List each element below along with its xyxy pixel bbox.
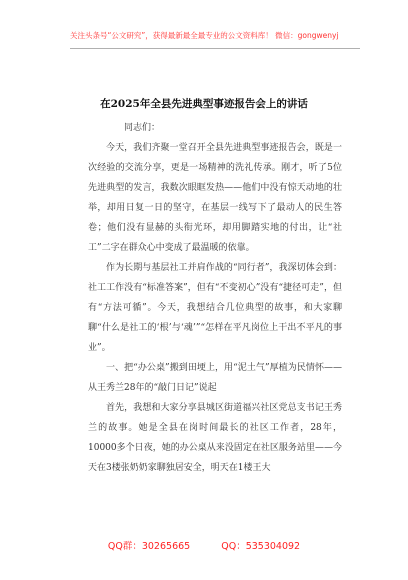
promo-header (70, 30, 360, 49)
paragraph-3: 首先，我想和大家分享县城区街道福兴社区党总支书记王秀兰的故事。她是全县在岗时间最长的社区工作者，28年，10000多个日夜，她的办公桌从来没固定在社区服务站里——今天在3楼张奶奶家聊独居安全，明天在1楼王大 (88, 403, 342, 473)
document-title: 在2025年全县先进典型事迹报告会上的讲话 (100, 98, 308, 110)
section-heading-1: 一、把“办公桌”搬到田埂上，用“泥土气”厚植为民情怀——从王秀兰28年的“敲门日记”说起 (88, 363, 342, 393)
paragraph-2: 作为长期与基层社工并肩作战的“同行者”，我深切体会到：社工工作没有“标准答案”，但有“不变初心”没有“捷径可走”，但有“方法可循”。今天，我想结合几位典型的故事，和大家聊聊“什么是社工的‘根’与‘魂’”“怎样在平凡岗位上干出不平凡的事业”。 (88, 263, 342, 353)
salutation: 同志们： (124, 123, 161, 133)
qq-number: QQ：535304092 (221, 541, 301, 552)
contact-footer (0, 538, 408, 552)
promo-header-text: 关注头条号“公文研究”，获得最新最全最专业的公文资料库！ 微信：gongwenyj (70, 31, 339, 40)
document-body (88, 118, 342, 478)
qq-group: QQ群：30265665 (107, 541, 191, 552)
paragraph-1: 今天，我们齐聚一堂召开全县先进典型事迹报告会，既是一次经验的交流分享，更是一场精神的洗礼传承。刚才，听了5位先进典型的发言，我数次眼眶发热——他们中没有惊天动地的壮举，却用日复一日的坚守，在基层一线写下了最动人的民生答卷；他们没有显赫的头衔光环，却用脚踏实地的付出，让“社工”二字在群众心中变成了最温暖的依靠。 (88, 143, 342, 253)
